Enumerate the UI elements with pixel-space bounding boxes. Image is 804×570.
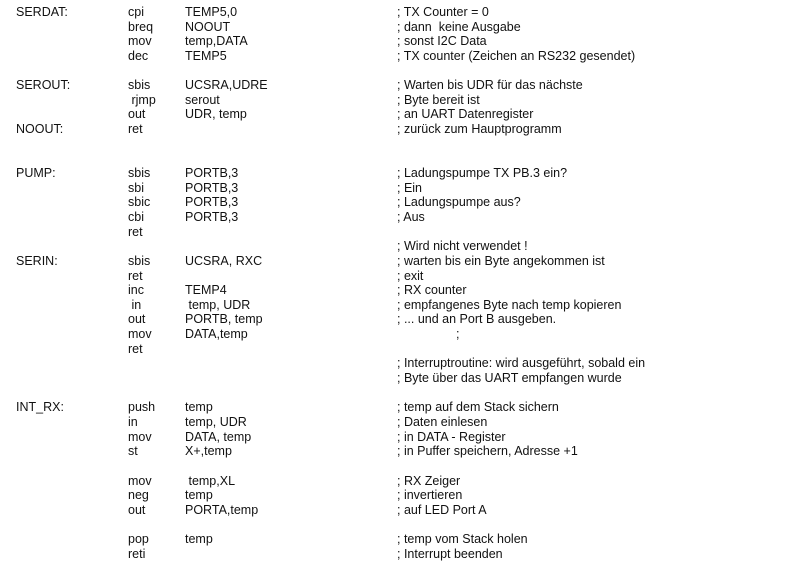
code-mnemonic: inc (128, 283, 144, 298)
code-line (0, 327, 804, 342)
code-comment: ; auf LED Port A (397, 502, 487, 517)
code-comment: ; Daten einlesen (397, 414, 488, 429)
code-line (0, 488, 804, 503)
code-operands: TEMP5,0 (185, 5, 238, 19)
code-line (0, 93, 804, 108)
code-label: SEROUT: (16, 78, 71, 93)
code-operands: TEMP4 (185, 283, 227, 298)
code-line (0, 474, 804, 489)
code-mnemonic: sbis (128, 166, 151, 181)
code-line (0, 444, 804, 459)
code-line (0, 400, 804, 415)
code-operands: serout (185, 92, 220, 107)
code-line (0, 210, 804, 225)
code-comment: ; dann keine Ausgabe (397, 19, 521, 34)
code-comment: ; temp vom Stack holen (397, 532, 528, 547)
code-line (0, 78, 804, 93)
code-comment: ; Byte über das UART empfangen wurde (397, 371, 622, 386)
code-line (0, 195, 804, 210)
code-mnemonic: breq (128, 19, 154, 34)
code-comment: ; in Puffer speichern, Adresse +1 (397, 444, 578, 459)
code-line (0, 239, 804, 254)
code-comment: ; Ein (397, 180, 423, 195)
code-label: SERIN: (16, 253, 58, 268)
code-mnemonic: mov (128, 473, 152, 488)
code-comment: ; Wird nicht verwendet ! (397, 239, 528, 254)
code-comment: ; Interruptroutine: wird ausgeführt, sobald ein (397, 356, 646, 371)
code-operands: PORTB,3 (185, 209, 239, 224)
code-mnemonic: st (128, 444, 138, 459)
code-line (0, 49, 804, 64)
code-operands: PORTB,3 (185, 166, 239, 181)
code-operands: PORTB, temp (185, 312, 263, 327)
code-operands: PORTA,temp (185, 502, 259, 517)
code-line (0, 517, 804, 532)
code-operands: temp,DATA (185, 34, 248, 49)
code-line (0, 547, 804, 562)
code-line (0, 64, 804, 79)
code-mnemonic: mov (128, 429, 152, 444)
code-comment: ; empfangenes Byte nach temp kopieren (397, 297, 622, 312)
code-mnemonic: sbi (128, 180, 144, 195)
code-line (0, 459, 804, 474)
code-line (0, 532, 804, 547)
code-line (0, 298, 804, 313)
code-line (0, 34, 804, 49)
code-mnemonic: ret (128, 122, 143, 137)
code-comment: ; TX counter (Zeichen an RS232 gesendet) (397, 48, 636, 63)
assembly-listing (0, 5, 804, 561)
code-line (0, 137, 804, 152)
code-comment: ; sonst I2C Data (397, 34, 487, 49)
code-operands: DATA, temp (185, 429, 252, 444)
code-label: SERDAT: (16, 5, 68, 19)
code-mnemonic: in (128, 414, 138, 429)
code-line (0, 430, 804, 445)
code-operands: UCSRA,UDRE (185, 78, 268, 93)
code-operands: temp (185, 532, 213, 547)
code-operands: temp, UDR (185, 414, 247, 429)
code-comment: ; in DATA - Register (397, 429, 506, 444)
code-line (0, 122, 804, 137)
code-comment: ; exit (397, 268, 424, 283)
code-operands: UCSRA, RXC (185, 253, 263, 268)
code-line (0, 5, 804, 20)
code-line (0, 342, 804, 357)
code-comment: ; an UART Datenregister (397, 107, 534, 122)
code-mnemonic: mov (128, 34, 152, 49)
code-operands: temp (185, 400, 213, 415)
code-line (0, 312, 804, 327)
code-comment: ; invertieren (397, 488, 463, 503)
code-comment: ; warten bis ein Byte angekommen ist (397, 253, 605, 268)
code-line (0, 386, 804, 401)
code-mnemonic: sbis (128, 253, 151, 268)
code-line (0, 181, 804, 196)
code-mnemonic: pop (128, 532, 149, 547)
code-operands: temp,XL (185, 473, 236, 488)
code-comment: ; zurück zum Hauptprogramm (397, 122, 562, 137)
code-operands: PORTB,3 (185, 195, 239, 210)
code-line (0, 415, 804, 430)
code-line (0, 166, 804, 181)
code-operands: temp, UDR (185, 297, 251, 312)
code-label: NOOUT: (16, 122, 64, 137)
code-line (0, 225, 804, 240)
code-mnemonic: ret (128, 341, 143, 356)
code-comment: ; Interrupt beenden (397, 546, 503, 561)
code-operands: DATA,temp (185, 327, 248, 342)
code-mnemonic: cpi (128, 5, 144, 19)
code-comment: ; TX Counter = 0 (397, 5, 489, 19)
code-operands: X+,temp (185, 444, 232, 459)
code-line (0, 503, 804, 518)
code-mnemonic: ret (128, 224, 143, 239)
code-mnemonic: ret (128, 268, 143, 283)
code-mnemonic: mov (128, 327, 152, 342)
code-line (0, 254, 804, 269)
code-mnemonic: neg (128, 488, 149, 503)
code-comment: ; ... und an Port B ausgeben. (397, 312, 557, 327)
code-operands: NOOUT (185, 19, 231, 34)
code-line (0, 269, 804, 284)
code-mnemonic: reti (128, 546, 146, 561)
code-line (0, 371, 804, 386)
code-label: PUMP: (16, 166, 56, 181)
code-operands: temp (185, 488, 213, 503)
code-comment: ; Aus (397, 209, 425, 224)
code-mnemonic: sbis (128, 78, 151, 93)
code-comment: ; RX counter (397, 283, 467, 298)
code-mnemonic: rjmp (128, 92, 156, 107)
code-comment: ; temp auf dem Stack sichern (397, 400, 559, 415)
code-comment: ; (397, 327, 460, 342)
code-mnemonic: in (128, 297, 142, 312)
code-comment: ; Ladungspumpe aus? (397, 195, 521, 210)
code-operands: TEMP5 (185, 48, 227, 63)
code-line (0, 20, 804, 35)
code-comment: ; RX Zeiger (397, 473, 461, 488)
code-mnemonic: cbi (128, 209, 144, 224)
code-label: INT_RX: (16, 400, 64, 415)
code-line (0, 356, 804, 371)
code-comment: ; Byte bereit ist (397, 92, 480, 107)
code-mnemonic: out (128, 107, 146, 122)
code-comment: ; Ladungspumpe TX PB.3 ein? (397, 166, 568, 181)
code-mnemonic: out (128, 312, 146, 327)
code-mnemonic: push (128, 400, 156, 415)
code-line (0, 283, 804, 298)
code-comment: ; Warten bis UDR für das nächste (397, 78, 583, 93)
code-mnemonic: dec (128, 48, 149, 63)
code-mnemonic: out (128, 502, 146, 517)
code-line (0, 107, 804, 122)
code-mnemonic: sbic (128, 195, 151, 210)
code-operands: PORTB,3 (185, 180, 239, 195)
code-operands: UDR, temp (185, 107, 247, 122)
code-line (0, 151, 804, 166)
